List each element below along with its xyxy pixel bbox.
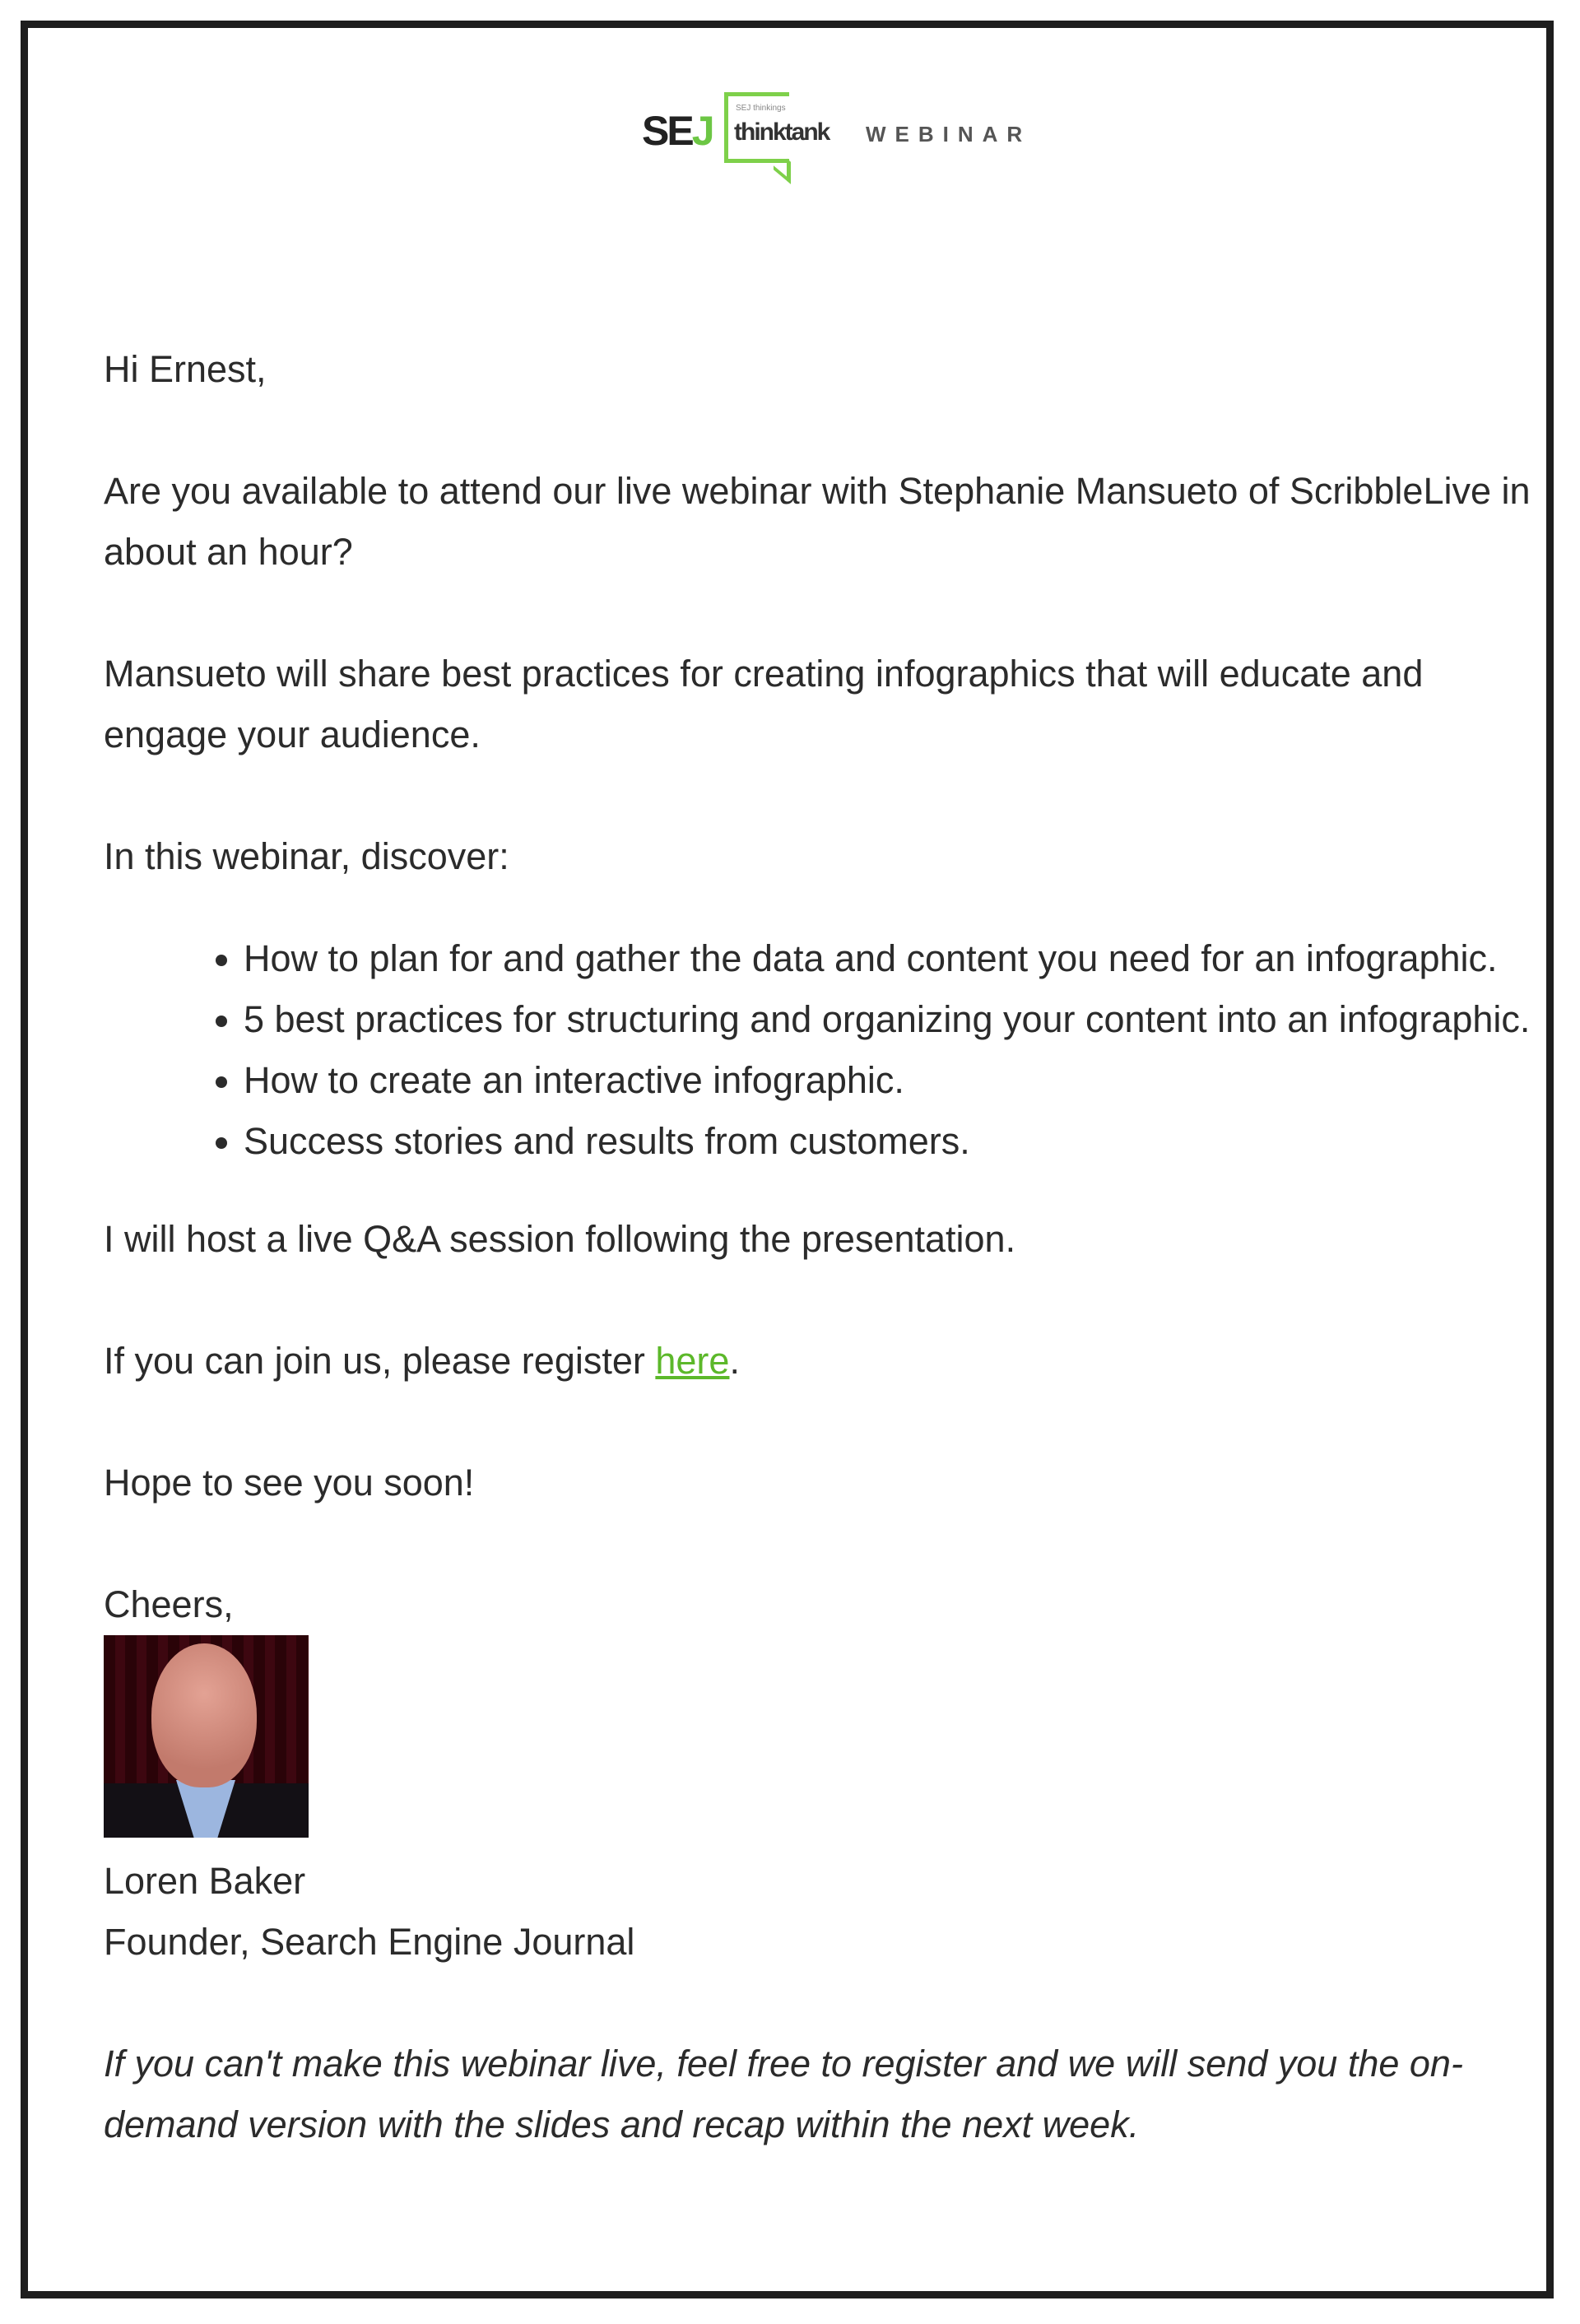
discover-intro: In this webinar, discover: (104, 835, 509, 877)
photo-head (151, 1643, 257, 1787)
list-item: • How to plan for and gather the data and content you need for an infographic. (244, 928, 1536, 989)
list-item: • Success stories and results from customers. (244, 1111, 1536, 1172)
signer-name: Loren Baker (104, 1860, 306, 1902)
footnote: If you can't make this webinar live, feel free to register and we will send you the on-demand version with the slides and recap within the next week. (104, 2043, 1463, 2145)
greeting: Hi Ernest, (104, 348, 267, 390)
list-item: • 5 best practices for structuring and organizing your content into an infographic. (244, 989, 1536, 1050)
sign-off: Cheers, (104, 1583, 234, 1625)
signer-title: Founder, Search Engine Journal (104, 1921, 635, 1963)
thinktank-small-text: SEJ thinkings (736, 104, 786, 113)
signer-photo (104, 1635, 309, 1838)
signature (104, 1851, 1536, 1973)
list-item: • How to create an interactive infographic. (244, 1050, 1536, 1111)
register-paragraph (104, 1331, 1536, 1392)
register-period: . (729, 1340, 740, 1382)
qa-paragraph: I will host a live Q&A session following the presentation. (104, 1218, 1016, 1260)
register-link[interactable]: here (655, 1340, 730, 1382)
register-text: If you can join us, please register (104, 1340, 656, 1382)
email-body (104, 339, 1536, 2155)
topics-list (104, 928, 1536, 1172)
intro-paragraph: Are you available to attend our live webinar with Stephanie Mansueto of ScribbleLive in about an hour? (104, 470, 1531, 573)
description-paragraph: Mansueto will share best practices for creating infographics that will educate and engage your audience. (104, 653, 1424, 755)
thinktank-text: thinktank (734, 119, 830, 146)
sej-thinktank-webinar-logo (642, 89, 1032, 178)
webinar-text: WEBINAR (866, 122, 1032, 146)
closing-paragraph: Hope to see you soon! (104, 1462, 475, 1504)
sej-logo-text: SEJ (642, 108, 713, 154)
